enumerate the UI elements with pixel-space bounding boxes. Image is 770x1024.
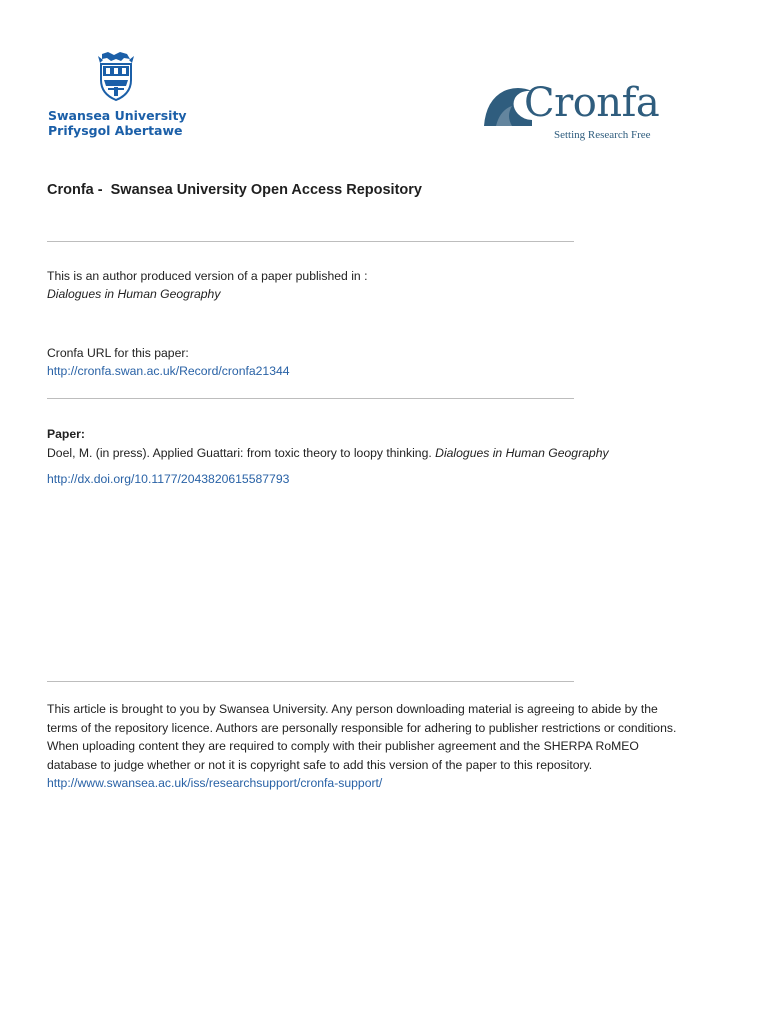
licence-line: This article is brought to you by Swansea University. Any person downloading material is agreeing to abide by the	[47, 702, 658, 716]
licence-paragraph	[47, 700, 727, 793]
journal-name: Dialogues in Human Geography	[47, 287, 221, 301]
cronfa-support-link[interactable]: http://www.swansea.ac.uk/iss/researchsupport/cronfa-support/	[47, 776, 383, 791]
cronfa-logo	[482, 80, 682, 146]
cronfa-url-label: Cronfa URL for this paper:	[47, 346, 189, 360]
divider	[47, 398, 574, 399]
citation-text: Doel, M. (in press). Applied Guattari: from toxic theory to loopy thinking.	[47, 446, 436, 460]
university-crest-icon	[94, 50, 138, 102]
citation-journal: Dialogues in Human Geography	[435, 446, 609, 460]
divider	[47, 241, 574, 242]
publication-intro: This is an author produced version of a paper published in :	[47, 269, 368, 283]
university-name-welsh: Prifysgol Abertawe	[48, 123, 183, 138]
cronfa-wordmark: Cronfa	[524, 80, 660, 126]
university-name-english: Swansea University	[48, 108, 187, 123]
paper-citation	[47, 444, 609, 462]
licence-line: terms of the repository licence. Authors are personally responsible for adhering to publisher restrictions or conditions.	[47, 720, 677, 735]
page-title: Cronfa - Swansea University Open Access Repository	[47, 182, 422, 198]
licence-line: database to judge whether or not it is copyright safe to add this version of the paper to this repository.	[47, 757, 593, 772]
licence-line: When uploading content they are required to comply with their publisher agreement and the SHERPA RoMEO	[47, 739, 639, 754]
divider	[47, 681, 574, 682]
paper-heading: Paper:	[47, 427, 85, 441]
cronfa-record-link[interactable]: http://cronfa.swan.ac.uk/Record/cronfa21344	[47, 364, 290, 378]
cronfa-tagline: Setting Research Free	[554, 129, 651, 141]
doi-link[interactable]: http://dx.doi.org/10.1177/2043820615587793	[47, 472, 290, 486]
swansea-university-logo	[46, 50, 186, 140]
